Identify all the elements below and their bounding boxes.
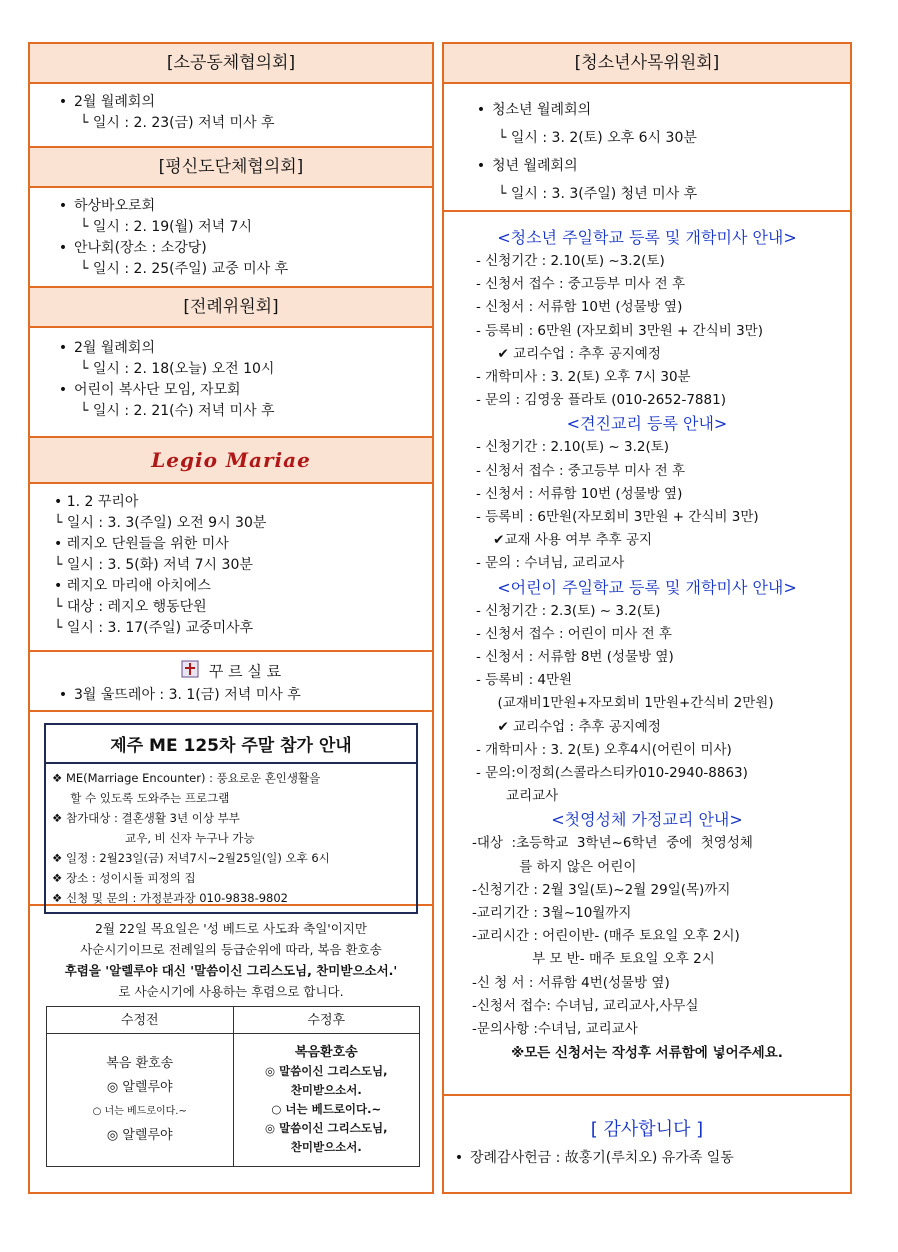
info-line: - 문의 : 수녀님, 교리교사 [476, 555, 625, 572]
cursillo-section [30, 652, 432, 712]
list-item: • 2월 월례회의 [58, 340, 155, 356]
list-item-detail: └ 일시 : 2. 23(금) 저녁 미사 후 [80, 115, 275, 131]
info-line: - 신청서 접수 : 어린이 미사 전 후 [476, 625, 672, 642]
notice-line: 후렴을 '알렐루야 대신 '말씀이신 그리스도님, 찬미받으소서.' [64, 963, 398, 978]
list-item: • 장례감사헌금 : 故홍기(루치오) 유가족 일동 [454, 1150, 734, 1166]
me-line: ❖ ME(Marriage Encounter) : 풍요로운 혼인생활을 [52, 771, 321, 785]
me-line: ❖ 일정 : 2월23일(금) 저녁7시~2월25일(일) 오후 6시 [52, 851, 330, 865]
info-line: - 신청서 : 서류함 10번 (성물방 옆) [476, 485, 683, 502]
info-line: - 문의:이정희(스콜라스티카010-2940-8863) [476, 765, 748, 782]
confirmation-heading: <견진교리 등록 안내> [566, 414, 728, 434]
table-cell-after [233, 1034, 420, 1167]
list-item-detail: └ 일시 : 3. 3(주일) 오전 9시 30분 [54, 515, 267, 531]
notice-line: 2월 22일 목요일은 '성 베드로 사도좌 축일'이지만 [95, 921, 367, 936]
info-line: - 신청서 접수 : 중고등부 미사 전 후 [476, 462, 685, 479]
table-header: 수정후 [233, 1007, 420, 1034]
apostolate-council-header: [평신도단체협의회] [30, 148, 432, 188]
notice-line: 로 사순시기에 사용하는 후렴으로 합니다. [118, 984, 344, 999]
list-item-detail: └ 일시 : 2. 18(오늘) 오전 10시 [80, 361, 275, 377]
list-item-detail: └ 일시 : 3. 5(화) 저녁 7시 30분 [54, 557, 253, 573]
liturgy-notice [30, 906, 432, 1167]
list-item-detail: └ 일시 : 2. 25(주일) 교중 미사 후 [80, 261, 289, 277]
list-item: • 1. 2 꾸리아 [54, 494, 139, 510]
table-header: 수정전 [47, 1007, 234, 1034]
cell-line: ◎ 말씀이신 그리스도님, [265, 1064, 388, 1078]
info-line: -대상 :초등학교 3학년~6학년 중에 첫영성체 [472, 835, 753, 852]
me-line: 교우, 비 신자 누구나 가능 [52, 831, 255, 845]
info-line: -신청서 접수: 수녀님, 교리교사,사무실 [472, 997, 699, 1014]
cell-line: 복음 환호송 [106, 1056, 174, 1071]
legio-section [30, 484, 432, 652]
cell-line: ○ 너는 베드로이다.~ [92, 1106, 187, 1117]
me-section [30, 712, 432, 906]
me-notice-box [44, 723, 418, 914]
legio-header [30, 438, 432, 484]
right-column [442, 42, 852, 1194]
list-item: • 레지오 마리애 아치에스 [54, 578, 211, 594]
list-item: • 레지오 단원들을 위한 미사 [54, 536, 229, 552]
me-line: ❖ 장소 : 성이시돌 피정의 집 [52, 871, 196, 885]
cell-line: 찬미받으소서. [290, 1140, 362, 1154]
notice-line: 사순시기이므로 전례일의 등급순위에 따라, 복음 환호송 [80, 942, 382, 957]
cursillo-emblem-icon [181, 660, 199, 684]
info-line: -신 청 서 : 서류함 4번(성물방 옆) [472, 974, 670, 991]
info-line: - 등록비 : 4만원 [476, 672, 573, 689]
youth-school-heading: <청소년 주일학교 등록 및 개학미사 안내> [497, 228, 797, 247]
cell-line: 복음환호송 [294, 1045, 358, 1060]
cell-line: ◎ 알렐루야 [106, 1080, 173, 1095]
cursillo-title: 꾸 르 실 료 [30, 660, 432, 684]
info-line: -교리시간 : 어린이반- (매주 토요일 오후 2시) [472, 928, 740, 945]
info-line: 를 하지 않은 어린이 [472, 858, 637, 875]
cell-line: ◎ 알렐루야 [106, 1128, 173, 1143]
me-line: ❖ 참가대상 : 결혼생활 3년 이상 부부 [52, 811, 240, 825]
info-line: ✔ 교리수업 : 추후 공지예정 [476, 345, 661, 362]
info-line: - 등록비 : 6만원(자모회비 3만원 + 간식비 3만) [476, 509, 759, 526]
info-line: 교리교사 [476, 788, 559, 805]
info-line: -교리기간 : 3월~10월까지 [472, 905, 632, 922]
acclamation-table [46, 1006, 420, 1167]
youth-committee-header: [청소년사목위원회] [444, 44, 850, 84]
list-item-detail: └ 일시 : 3. 2(토) 오후 6시 30분 [498, 130, 697, 146]
list-item-detail: └ 일시 : 2. 19(월) 저녁 7시 [80, 219, 252, 235]
info-line: -문의사항 :수녀님, 교리교사 [472, 1021, 638, 1038]
table-cell-before [47, 1034, 234, 1167]
apostolate-council-section [30, 188, 432, 288]
info-line: - 신청서 : 서류함 8번 (성물방 옆) [476, 649, 674, 666]
first-communion-heading: <첫영성체 가정교리 안내> [551, 810, 743, 830]
liturgy-committee-section [30, 328, 432, 438]
info-line: - 신청서 접수 : 중고등부 미사 전 후 [476, 276, 685, 293]
cell-line: ◎ 말씀이신 그리스도님, [265, 1121, 388, 1135]
info-line: - 신청기간 : 2.3(토) ~ 3.2(토) [476, 602, 661, 619]
children-school-heading: <어린이 주일학교 등록 및 개학미사 안내> [497, 577, 797, 597]
me-line: 할 수 있도록 도와주는 프로그램 [52, 791, 230, 805]
list-item-detail: └ 대상 : 레지오 행동단원 [54, 599, 207, 615]
list-item: • 어린이 복사단 모임, 자모회 [58, 382, 241, 398]
left-column [28, 42, 434, 1194]
list-item: • 청년 월례회의 [476, 158, 578, 174]
info-line: - 등록비 : 6만원 (자모회비 3만원 + 간식비 3만) [476, 322, 763, 339]
info-line: ✔교재 사용 여부 추후 공지 [476, 532, 653, 549]
info-line: ✔ 교리수업 : 추후 공지예정 [476, 718, 661, 735]
list-item-detail: └ 일시 : 3. 17(주일) 교중미사후 [54, 620, 254, 636]
youth-committee-section [444, 84, 850, 212]
community-council-section [30, 84, 432, 148]
list-item-detail: └ 일시 : 2. 21(수) 저녁 미사 후 [80, 403, 275, 419]
closing-note: ※모든 신청서는 작성후 서류함에 넣어주세요. [511, 1045, 783, 1062]
list-item: • 2월 월례회의 [58, 94, 155, 110]
list-item: • 청소년 월례회의 [476, 102, 592, 118]
me-line: ❖ 신청 및 문의 : 가정분과장 010-9838-9802 [52, 891, 288, 905]
info-line: - 개학미사 : 3. 2(토) 오후 7시 30분 [476, 369, 691, 386]
list-item-detail: └ 일시 : 3. 3(주일) 청년 미사 후 [498, 186, 698, 202]
thanks-title: [ 감사합니다 ] [590, 1119, 704, 1140]
liturgy-committee-header: [전례위원회] [30, 288, 432, 328]
info-line: (교재비1만원+자모회비 1만원+간식비 2만원) [476, 695, 774, 712]
me-notice-title: 제주 ME 125차 주말 참가 안내 [46, 725, 416, 764]
info-line: -신청기간 : 2월 3일(토)~2월 29일(목)까지 [472, 881, 731, 898]
info-line: - 신청서 : 서류함 10번 (성물방 옆) [476, 299, 683, 316]
thanks-section [444, 1096, 850, 1172]
info-line: - 신청기간 : 2.10(토) ~3.2(토) [476, 253, 665, 269]
info-line: - 신청기간 : 2.10(토) ~ 3.2(토) [476, 439, 670, 456]
community-council-header: [소공동체협의회] [30, 44, 432, 84]
cell-line: ○ 너는 베드로이다.~ [271, 1102, 382, 1116]
legio-mariae-logo: Legio Mariae [151, 448, 311, 472]
cell-line: 찬미받으소서. [290, 1083, 362, 1097]
info-line: - 문의 : 김영웅 플라토 (010-2652-7881) [476, 392, 726, 409]
me-notice-body [46, 764, 416, 912]
list-item: • 하상바오로회 [58, 198, 156, 214]
info-line: - 개학미사 : 3. 2(토) 오후4시(어린이 미사) [476, 741, 732, 758]
list-item: • 3월 울뜨레아 : 3. 1(금) 저녁 미사 후 [58, 687, 301, 703]
info-line: 부 모 반- 매주 토요일 오후 2시 [472, 951, 715, 968]
sunday-school-section [444, 212, 850, 1096]
list-item: • 안나회(장소 : 소강당) [58, 240, 207, 256]
